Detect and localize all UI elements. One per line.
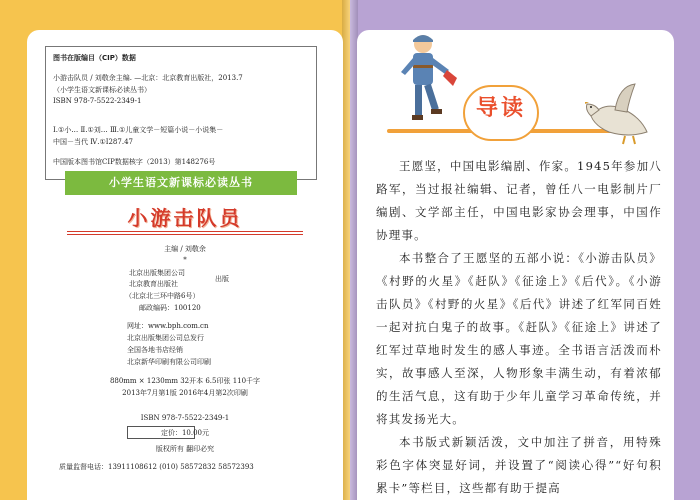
- rights-notice: 版权所有 翻印必究: [155, 445, 215, 453]
- publisher-address: （北京北三环中路6号）: [125, 292, 200, 300]
- editor-line: 主编 / 刘敬余: [164, 245, 206, 253]
- edition-info: 2013年7月第1版 2016年4月第2次印刷: [122, 389, 248, 397]
- goose-illustration: [585, 80, 657, 146]
- cip-line-3: Ⅰ.①小… Ⅱ.①刘… Ⅲ.①儿童文学－短篇小说－小说集－: [53, 126, 224, 134]
- distributor-2: 全国各地书店经销: [127, 346, 183, 354]
- intro-body: [376, 155, 662, 500]
- cip-box: [45, 46, 317, 180]
- left-page: [27, 30, 343, 500]
- quality-hotline: 质量监督电话：13911108612 (010) 58572832 58572393: [59, 463, 254, 471]
- series-banner: 小学生语文新课标必读丛书: [65, 171, 297, 195]
- soldier-illustration: [391, 32, 461, 132]
- cip-title: 图书在版编目（CIP）数据: [53, 54, 136, 62]
- title-rule-bottom: [67, 234, 303, 235]
- cip-line-4: 中国－当代 Ⅳ.①I287.47: [53, 138, 133, 146]
- price: 定价：10.00元: [160, 429, 210, 437]
- intro-paragraph-1: 王愿坚，中国电影编剧、作家。1945年参加八路军，当过报社编辑、记者，曾任八一电影制片厂编剧、文学部主任，中国电影家协会理事，中国作协理事。: [376, 159, 662, 242]
- publisher-1: 北京出版集团公司: [129, 269, 185, 277]
- distributor-1: 北京出版集团公司总发行: [127, 334, 204, 342]
- title-rule-top: [67, 231, 303, 232]
- isbn-bottom: ISBN 978-7-5522-2349-1: [140, 414, 230, 422]
- separator-star: *: [183, 256, 187, 264]
- postcode: 邮政编码：100120: [139, 304, 201, 312]
- cip-line-1: 小游击队员 / 刘敬余主编. —北京：北京教育出版社，2013.7: [53, 74, 243, 82]
- publisher-2: 北京教育出版社: [129, 280, 178, 288]
- cip-isbn: ISBN 978-7-5522-2349-1: [53, 97, 142, 105]
- publish-word: 出版: [215, 275, 229, 283]
- print-specs: 880mm × 1230mm 32开本 6.5印张 110千字: [109, 377, 261, 385]
- printer: 北京新华印刷有限公司印刷: [127, 358, 211, 366]
- reader-heading: 导读: [475, 96, 526, 121]
- website: 网址：www.bph.com.cn: [127, 322, 209, 330]
- cip-line-5: 中国版本图书馆CIP数据核字（2013）第148276号: [53, 158, 216, 166]
- book-title: 小游击队员: [127, 206, 243, 230]
- right-page: [357, 30, 674, 500]
- cip-line-2: （小学生语文新课标必读丛书）: [53, 86, 151, 94]
- intro-paragraph-2: 本书整合了王愿坚的五部小说：《小游击队员》《村野的火星》《赶队》《征途上》《后代》。《小游击队员》《村野的火星》《后代》讲述了红军同百姓一起对抗白鬼子的故事。《赶队》《征途上》讲述了红军过草地时发生的感人事迹。全书语言活泼而朴实，故事感人至深，人物形象丰满生动，有着浓郁的生活气息，这有助于少年儿童学习革命传统，并将其发扬光大。: [376, 251, 662, 426]
- book-spine: [342, 0, 358, 500]
- intro-paragraph-3: 本书版式新颖活泼，文中加注了拼音，用特殊彩色字体突显好词，并设置了“阅读心得”“好句积累卡”等栏目，这些都有助于提高: [376, 435, 662, 495]
